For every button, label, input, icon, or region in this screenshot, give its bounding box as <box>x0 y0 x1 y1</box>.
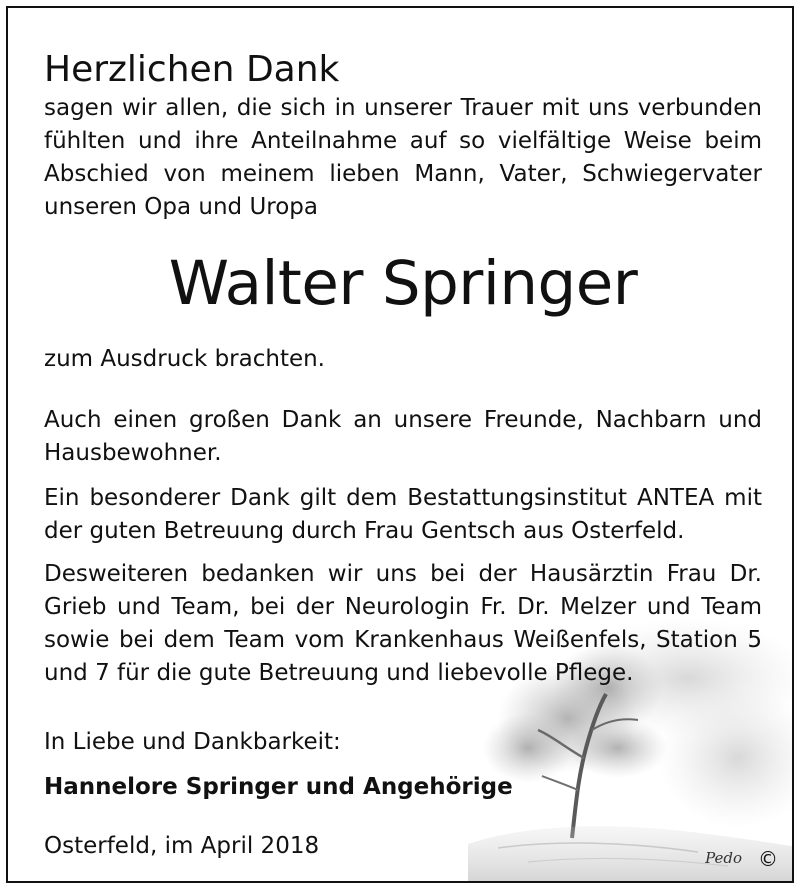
notice-heading: Herzlichen Dank <box>44 49 340 90</box>
closing-text: In Liebe und Dankbarkeit: <box>44 729 341 755</box>
obituary-frame <box>6 6 794 883</box>
place-date-text: Osterfeld, im April 2018 <box>44 833 320 859</box>
thanks-friends-text: Auch einen großen Dank an unsere Freunde, Nachbarn und Hausbewohner. <box>44 407 762 466</box>
intro-text: sagen wir allen, die sich in unserer Trauer mit uns verbunden fühlten und ihre Anteilnahme auf so vielfältige Weise beim Abschied von meinem lieben Mann, Vater, Schwiegervater unseren Opa und Uropa <box>44 95 762 220</box>
after-name-text: zum Ausdruck brachten. <box>44 346 325 372</box>
deceased-name: Walter Springer <box>168 248 638 319</box>
signatories-text: Hannelore Springer und Angehörige <box>44 774 513 800</box>
thanks-medical-text: Desweiteren bedanken wir uns bei der Hausärztin Frau Dr. Grieb und Team, bei der Neurologin Fr. Dr. Melzer und Team sowie bei dem Team vom Krankenhaus Weißenfels, Station 5 und 7 für die gute Betreuung und liebevolle Pflege. <box>44 561 762 686</box>
artist-credit: Pedo <box>705 849 742 867</box>
thanks-funeral-text: Ein besonderer Dank gilt dem Bestattungsinstitut ANTEA mit der guten Betreuung durch Frau Gentsch aus Osterfeld. <box>44 485 762 544</box>
copyright-symbol: © <box>758 847 778 871</box>
